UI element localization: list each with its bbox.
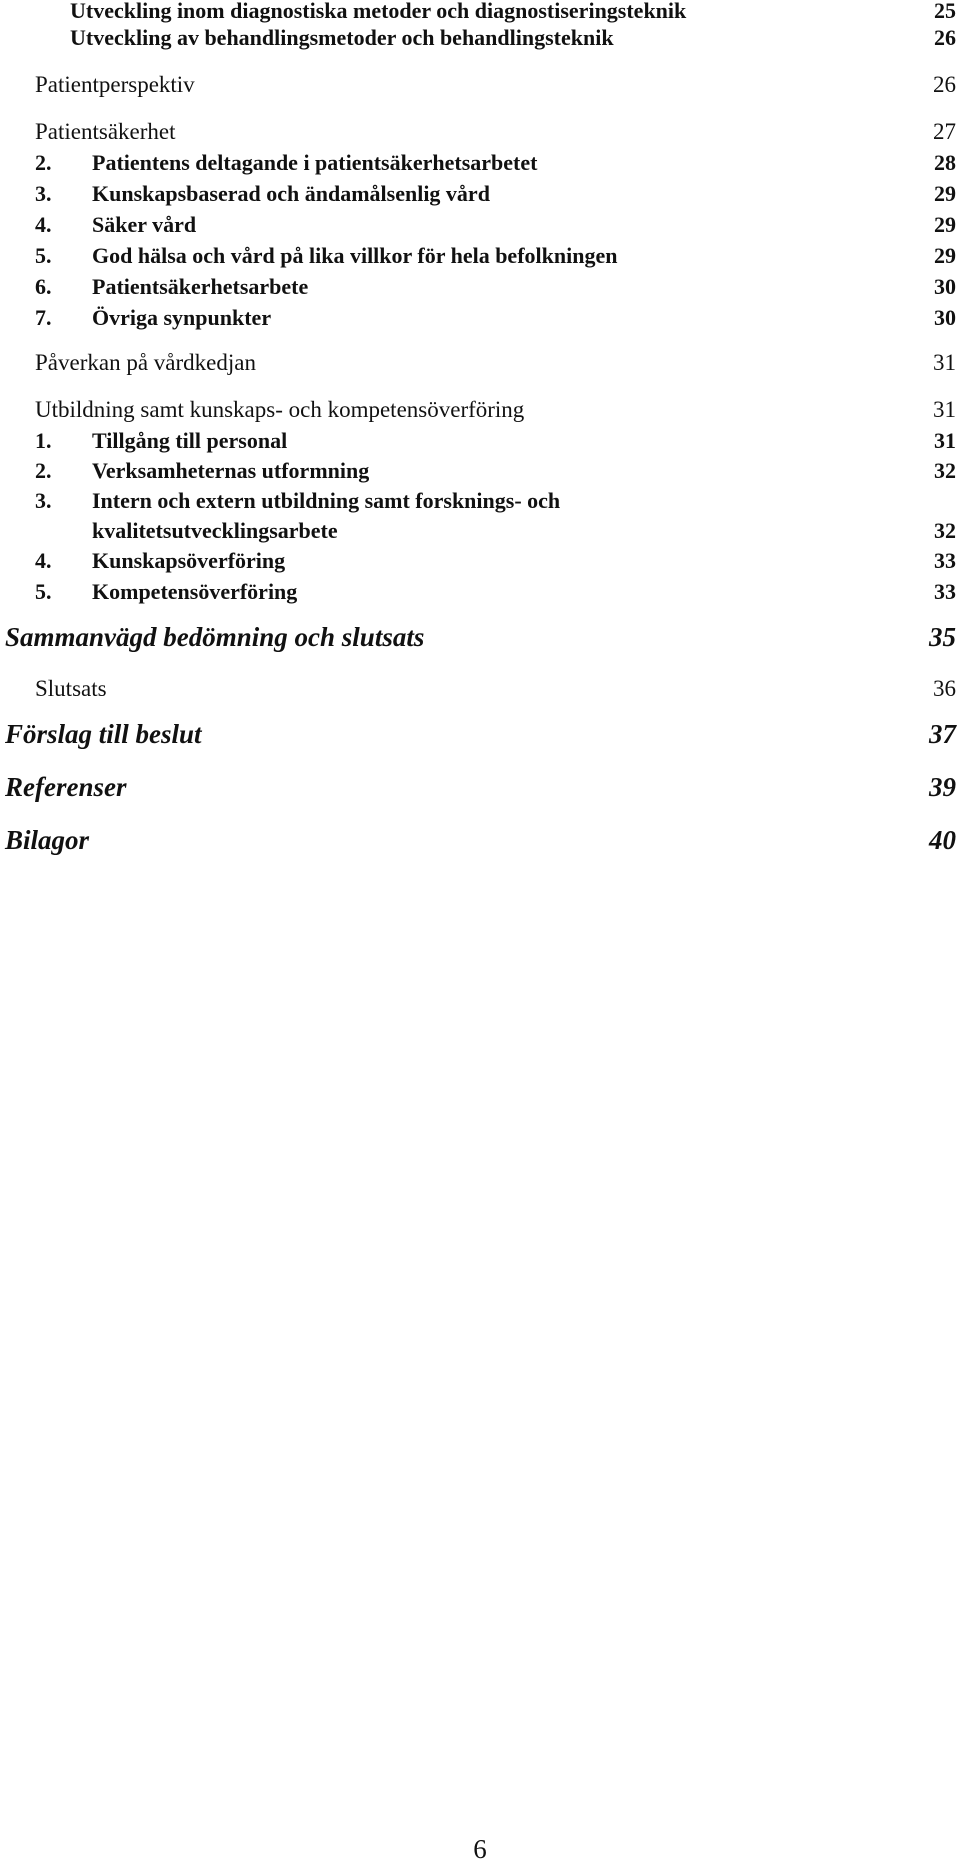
toc-entry-title: kvalitetsutvecklingsarbete [92, 518, 338, 543]
toc-entry-title: Kompetensöverföring [92, 579, 298, 604]
toc-entry-page: 29 [934, 181, 956, 206]
toc-entry-title: Förslag till beslut [5, 719, 202, 749]
toc-entry-page: 32 [934, 518, 956, 543]
toc-entry-page: 37 [929, 719, 956, 749]
toc-entry-title: God hälsa och vård på lika villkor för hela befolkningen [92, 243, 618, 268]
toc-entry-title: Säker vård [92, 212, 197, 237]
toc-entry-page: 31 [933, 350, 956, 375]
toc-entry-title: Kunskapsöverföring [92, 548, 286, 573]
toc-entry-page: 30 [934, 274, 956, 299]
toc-entry-title: Kunskapsbaserad och ändamålsenlig vård [92, 181, 490, 206]
toc-entry-title: Övriga synpunkter [92, 305, 272, 330]
toc-entry-title: Verksamheternas utformning [92, 458, 370, 483]
toc-entry-title: Intern och extern utbildning samt forsknings- och [92, 488, 561, 513]
toc-entry-title: Påverkan på vårdkedjan [35, 350, 256, 375]
toc-entry-number: 3. [35, 488, 52, 513]
toc-entry-page: 29 [934, 243, 956, 268]
toc-entry-page: 36 [933, 676, 956, 701]
toc-entry-title: Referenser [5, 772, 127, 802]
toc-entry-page: 33 [934, 548, 956, 573]
toc-entry-page: 29 [934, 212, 956, 237]
toc-entry-title: Utveckling inom diagnostiska metoder och diagnostiseringsteknik [70, 0, 687, 23]
toc-entry-page: 28 [934, 150, 956, 175]
toc-entry-number: 4. [35, 548, 52, 573]
toc-entry-title: Utveckling av behandlingsmetoder och behandlingsteknik [70, 25, 614, 50]
toc-entry-title: Utbildning samt kunskaps- och kompetensöverföring [35, 397, 525, 422]
page-number: 6 [473, 1834, 487, 1864]
toc-entry-page: 39 [929, 772, 956, 802]
toc-entry-number: 1. [35, 428, 52, 453]
toc-entry-number: 5. [35, 579, 52, 604]
toc-entry-number: 5. [35, 243, 52, 268]
toc-entry-page: 32 [934, 458, 956, 483]
toc-entry-page: 25 [934, 0, 956, 23]
toc-entry-number: 2. [35, 458, 52, 483]
toc-entry-number: 4. [35, 212, 52, 237]
toc-entry-number: 3. [35, 181, 52, 206]
toc-entry-title: Slutsats [35, 676, 107, 701]
toc-entry-title: Sammanvägd bedömning och slutsats [5, 622, 425, 652]
toc-entry-number: 7. [35, 305, 52, 330]
toc-entry-number: 6. [35, 274, 52, 299]
toc-entry-page: 33 [934, 579, 956, 604]
toc-entry-title: Patientperspektiv [35, 72, 195, 97]
toc-entry-page: 31 [934, 428, 956, 453]
toc-entry-title: Patientens deltagande i patientsäkerhetsarbetet [92, 150, 538, 175]
toc-entry-page: 26 [933, 72, 956, 97]
toc-entry-page: 27 [933, 119, 956, 144]
toc-entry-page: 30 [934, 305, 956, 330]
toc-entry-number: 2. [35, 150, 52, 175]
toc-entry-title: Bilagor [5, 825, 90, 855]
toc-entry-page: 35 [929, 622, 956, 652]
toc-entry-page: 40 [929, 825, 956, 855]
toc-entry-title: Patientsäkerhetsarbete [92, 274, 309, 299]
toc-entry-title: Patientsäkerhet [35, 119, 176, 144]
toc-entry-page: 31 [933, 397, 956, 422]
toc-entry-title: Tillgång till personal [92, 428, 288, 453]
toc-entry-page: 26 [934, 25, 956, 50]
